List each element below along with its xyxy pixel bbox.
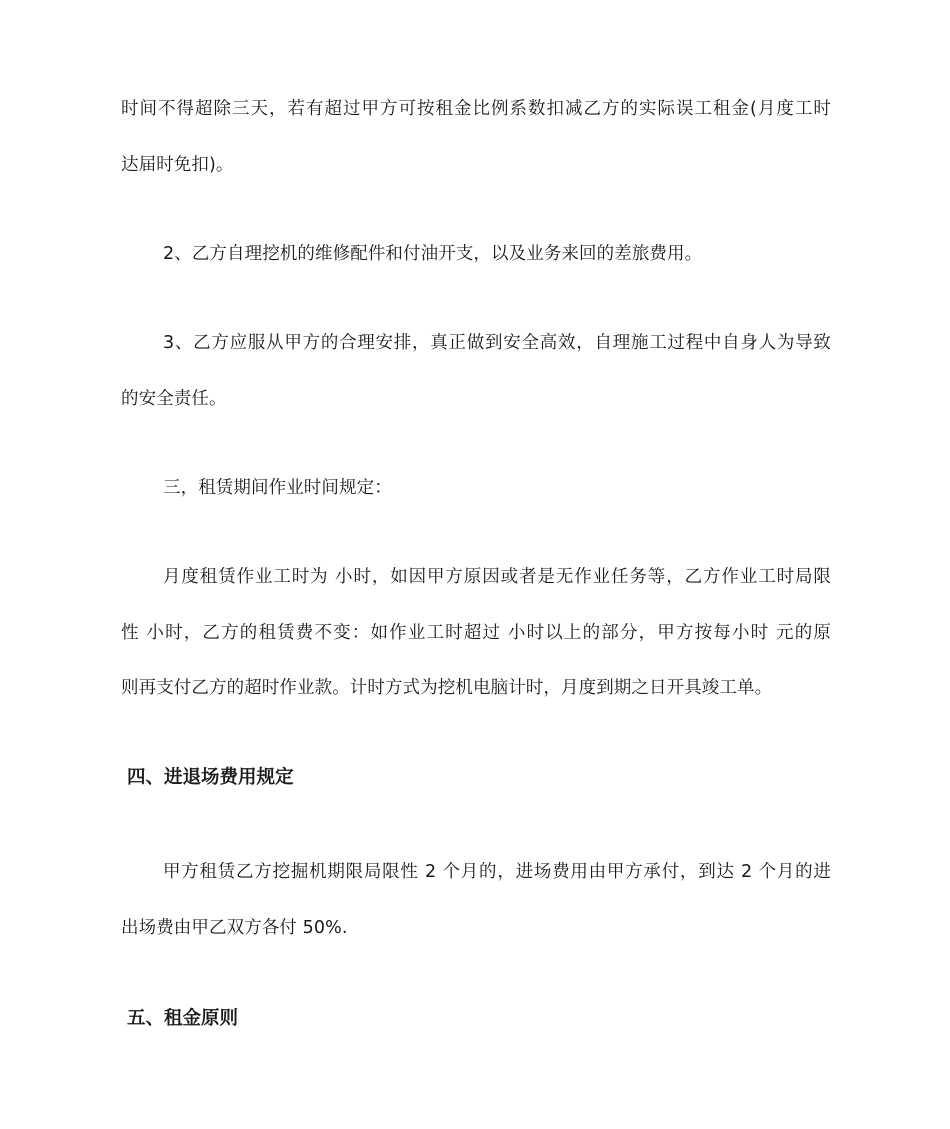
paragraph-line: 性 小时，乙方的租赁费不变：如作业工时超过 小时以上的部分，甲方按每小时 元的原	[121, 623, 831, 643]
paragraph-line: 的安全责任。	[121, 389, 227, 409]
section-subtitle: 三，租赁期间作业时间规定：	[163, 478, 392, 498]
section-heading: 五、租金原则	[127, 1008, 239, 1029]
paragraph-line: 3、乙方应服从甲方的合理安排，真正做到安全高效，自理施工过程中自身人为导致	[163, 333, 831, 353]
section-heading: 四、进退场费用规定	[127, 767, 294, 788]
paragraph-line: 时间不得超除三天，若有超过甲方可按租金比例系数扣减乙方的实际误工租金(月度工时	[121, 99, 831, 119]
paragraph-line: 出场费由甲乙双方各付 50%.	[121, 918, 348, 938]
paragraph-line: 2、乙方自理挖机的维修配件和付油开支，以及业务来回的差旅费用。	[163, 244, 703, 264]
paragraph-line: 达届时免扣)。	[121, 155, 234, 175]
paragraph-line: 则再支付乙方的超时作业款。计时方式为挖机电脑计时，月度到期之日开具竣工单。	[121, 678, 773, 698]
paragraph-line: 甲方租赁乙方挖掘机期限局限性 2 个月的，进场费用由甲方承付，到达 2 个月的进	[163, 862, 831, 882]
paragraph-line: 月度租赁作业工时为 小时，如因甲方原因或者是无作业任务等，乙方作业工时局限	[163, 567, 831, 587]
